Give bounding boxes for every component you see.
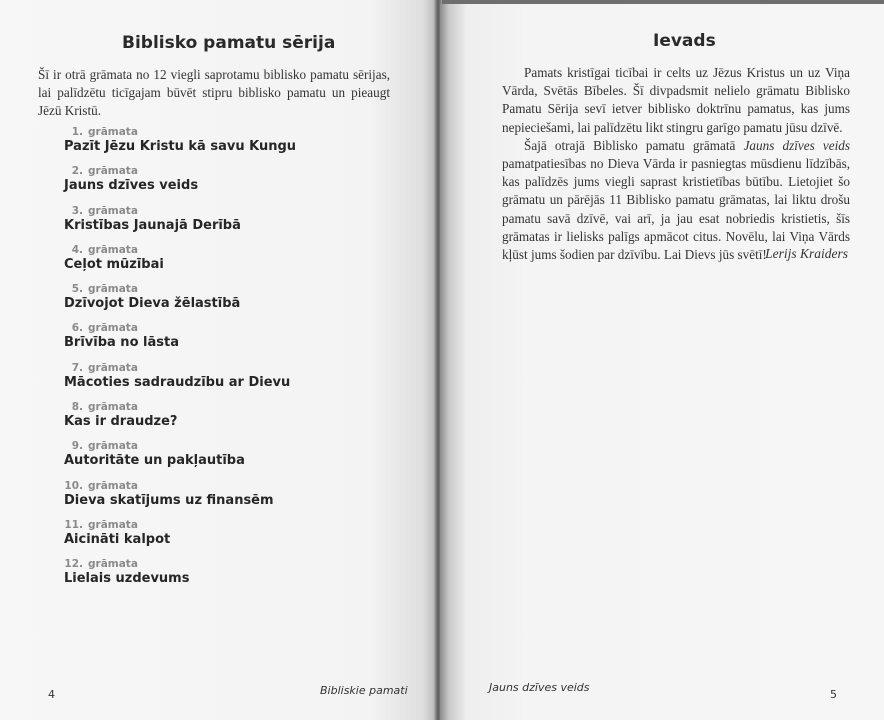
right-page-title: Ievads: [653, 31, 716, 51]
book-number: 6.: [71, 322, 83, 335]
book-list-item: [38, 558, 398, 597]
right-page-number: 5: [830, 688, 837, 701]
book-number: 2.: [71, 165, 83, 178]
book-label: grāmata: [88, 165, 138, 178]
book-number: 8.: [71, 401, 83, 414]
book-label: grāmata: [88, 518, 138, 531]
book-label: grāmata: [88, 361, 138, 374]
book-title: Aicināti kalpot: [64, 531, 171, 547]
book-title: Ceļot mūzībai: [64, 256, 164, 272]
intro-paragraph: Pamats kristīgai ticībai ir celts uz Jēzus Kristus un uz Viņa Vārda, Svētās Bībeles. Šī divpadsmit nelielo grāmatu Biblisko Pamatu Sērija sevī ietver biblisko doktrīnu pamatus, kas jums nepieciešami, lai palīdzētu likt stingru garīgo pamatu jūsu dzīvē.: [502, 65, 850, 135]
book-label: grāmata: [88, 479, 138, 492]
right-running-footer: Jauns dzīves veids: [489, 681, 590, 694]
book-title-italic: Jauns dzīves veids: [743, 137, 850, 153]
book-number: 5.: [71, 283, 83, 296]
book-label: grāmata: [88, 126, 138, 138]
book-number: 11.: [64, 518, 83, 531]
book-list-item: [38, 244, 398, 283]
book-title: Dzīvojot Dieva žēlastībā: [64, 296, 241, 312]
book-label: grāmata: [88, 558, 138, 571]
book-number: 7.: [71, 361, 83, 374]
book-list: [38, 126, 398, 598]
introduction-text: [502, 64, 850, 264]
book-title: Autoritāte un pakļautība: [64, 453, 245, 469]
author-signature: Lerijs Kraiders: [765, 246, 848, 261]
book-list-item: [38, 362, 398, 401]
book-list-item: [38, 126, 398, 165]
left-running-footer: Bibliskie pamati: [320, 684, 408, 697]
book-title: Kristības Jaunajā Derībā: [64, 217, 241, 233]
book-label: grāmata: [88, 322, 138, 335]
book-title: Pazīt Jēzu Kristu kā savu Kungu: [64, 139, 297, 154]
series-intro: Šī ir otrā grāmata no 12 viegli saprotamu biblisko pamatu sērijas, lai palīdzētu ticīgajam būvēt stipru biblisko pamatu un pieaugt Jēzū Kristū.: [38, 67, 390, 118]
book-list-item: [38, 440, 398, 479]
book-number: 12.: [64, 558, 83, 571]
book-number: 3.: [71, 204, 83, 217]
book-number: 9.: [71, 440, 83, 453]
left-page-number: 4: [48, 688, 55, 701]
book-number: 4.: [71, 243, 83, 256]
book-label: grāmata: [88, 243, 138, 256]
book-label: grāmata: [88, 401, 138, 414]
book-title: Lielais uzdevums: [64, 571, 190, 587]
left-page-title: Biblisko pamatu sērija: [122, 33, 336, 53]
left-page: [0, 0, 436, 720]
book-list-item: [38, 401, 398, 440]
book-title: Kas ir draudze?: [64, 414, 178, 430]
book-label: grāmata: [88, 204, 138, 217]
book-title: Jauns dzīves veids: [64, 178, 199, 194]
book-number: 10.: [64, 479, 83, 492]
book-number: 1.: [71, 126, 83, 138]
book-list-item: [38, 480, 398, 519]
book-label: grāmata: [88, 283, 138, 296]
book-list-item: [38, 283, 398, 322]
book-title: Brīvība no lāsta: [64, 335, 179, 351]
book-title: Mācoties sadraudzību ar Dievu: [64, 374, 291, 390]
book-label: grāmata: [88, 440, 138, 453]
book-title: Dieva skatījums uz finansēm: [64, 492, 274, 508]
book-list-item: [38, 322, 398, 361]
book-list-item: [38, 519, 398, 558]
book-list-item: [38, 205, 398, 244]
book-list-item: [38, 165, 398, 204]
intro-paragraph: Šajā otrajā Biblisko pamatu grāmatā Jauns dzīves veids pamatpatiesības no Dieva Vārda ir pasniegtas mūsdienu līdzībās, kas palīdzēs jums viegli saprast kristietības būtību. Lietojiet šo grāmatu un pārējās 11 Biblisko pamatu grāmatas, lai liktu drošu pamatu savā dzīvē, vai arī, ja jau esat nobriedis kristietis, šīs grāmatas ir lielisks palīgs apmācot citus. Novēlu, lai Viņa Vārds kļūst jums šodien par dzīvību. Lai Dievs jūs svētī!: [502, 137, 850, 263]
